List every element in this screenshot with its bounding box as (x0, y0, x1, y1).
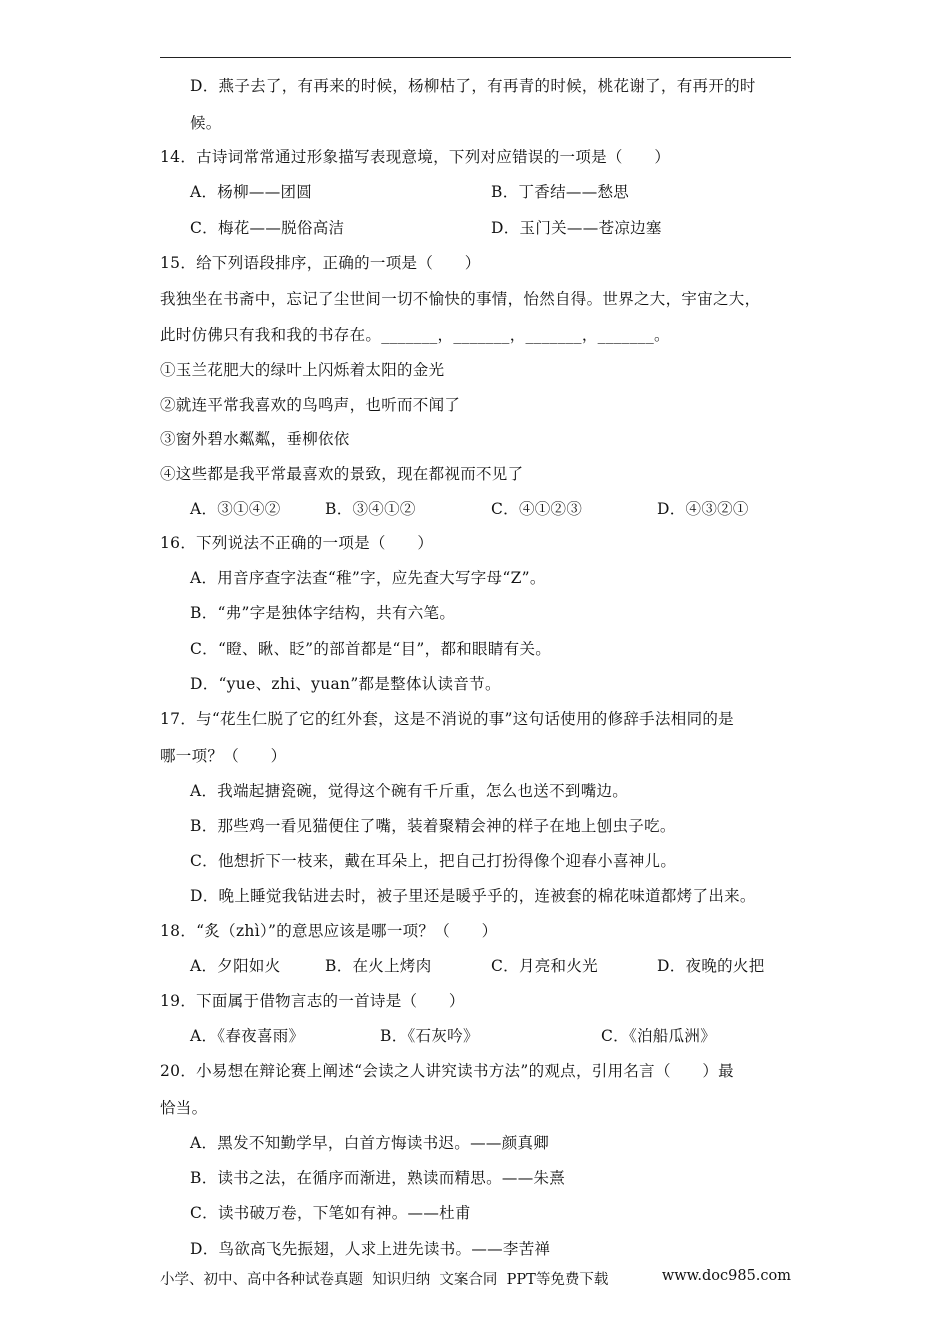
q16-option-a: A．用音序查字法查“稚”字，应先查大写字母“Z”。 (190, 569, 546, 587)
q17-option-c: C．他想折下一枝来，戴在耳朵上，把自己打扮得像个迎春小喜神儿。 (190, 852, 677, 870)
q13-option-d-line1: D．燕子去了，有再来的时候，杨柳枯了，有再青的时候，桃花谢了，有再开的时 (190, 77, 756, 95)
q17-stem-line2: 哪一项？（ ） (160, 747, 287, 765)
q15-sentence-1: ①玉兰花肥大的绿叶上闪烁着太阳的金光 (160, 361, 445, 379)
q15-passage-line1: 我独坐在书斋中，忘记了尘世间一切不愉快的事情，怡然自得。世界之大，宇宙之大， (160, 290, 761, 308)
q18-stem: 18．“炙（zhì）”的意思应该是哪一项？（ ） (160, 922, 498, 940)
header-rule (160, 57, 791, 58)
q15-sentence-3: ③窗外碧水粼粼，垂柳依依 (160, 430, 350, 448)
q14-option-d: D．玉门关——苍凉边塞 (491, 219, 662, 237)
q15-option-d: D．④③②① (657, 500, 749, 518)
q19-option-a: A．《春夜喜雨》 (190, 1027, 305, 1045)
q19-stem: 19．下面属于借物言志的一首诗是（ ） (160, 992, 465, 1010)
q20-stem-line2: 恰当。 (160, 1099, 208, 1117)
q17-option-b: B．那些鸡一看见猫便住了嘴，装着聚精会神的样子在地上刨虫子吃。 (190, 817, 676, 835)
q16-option-b: B．“弗”字是独体字结构，共有六笔。 (190, 604, 456, 622)
q14-option-c: C．梅花——脱俗高洁 (190, 219, 345, 237)
page-footer (160, 1268, 791, 1289)
q15-passage-line2: 此时仿佛只有我和我的书存在。_______，_______，_______，_______。 (160, 326, 670, 344)
q17-stem-line1: 17．与“花生仁脱了它的红外套，这是不消说的事”这句话使用的修辞手法相同的是 (160, 710, 734, 728)
q18-option-b: B．在火上烤肉 (325, 957, 432, 975)
q13-option-d-line2: 候。 (190, 114, 222, 132)
q20-option-d: D．鸟欲高飞先振翅，人求上进先读书。——李苦禅 (190, 1240, 551, 1258)
q14-option-b: B．丁香结——愁思 (491, 183, 630, 201)
q15-option-a: A．③①④② (190, 500, 281, 518)
q19-option-c: C．《泊船瓜洲》 (601, 1027, 717, 1045)
q20-option-a: A．黑发不知勤学早，白首方悔读书迟。——颜真卿 (190, 1134, 550, 1152)
q15-sentence-2: ②就连平常我喜欢的鸟鸣声，也听而不闻了 (160, 396, 461, 414)
q20-option-b: B．读书之法，在循序而渐进，熟读而精思。——朱熹 (190, 1169, 566, 1187)
q16-option-d: D．“yue、zhi、yuan”都是整体认读音节。 (190, 675, 501, 693)
q20-option-c: C．读书破万卷，下笔如有神。——杜甫 (190, 1204, 471, 1222)
q15-stem: 15．给下列语段排序，正确的一项是（ ） (160, 254, 481, 272)
q16-option-c: C．“瞪、瞅、眨”的部首都是“目”，都和眼睛有关。 (190, 640, 552, 658)
q14-stem: 14．古诗词常常通过形象描写表现意境，下列对应错误的一项是（ ） (160, 148, 671, 166)
q15-option-c: C．④①②③ (491, 500, 583, 518)
q18-option-d: D．夜晚的火把 (657, 957, 765, 975)
q18-option-a: A．夕阳如火 (190, 957, 281, 975)
q17-option-a: A．我端起搪瓷碗，觉得这个碗有千斤重，怎么也送不到嘴边。 (190, 782, 629, 800)
q18-option-c: C．月亮和火光 (491, 957, 598, 975)
q17-option-d: D．晚上睡觉我钻进去时，被子里还是暖乎乎的，连被套的棉花味道都烤了出来。 (190, 887, 756, 905)
footer-website-link[interactable]: www.doc985.com (661, 1268, 791, 1284)
q19-option-b: B．《石灰吟》 (380, 1027, 479, 1045)
q20-stem-line1: 20．小易想在辩论赛上阐述“会读之人讲究读书方法”的观点，引用名言（ ）最 (160, 1062, 734, 1080)
q16-stem: 16．下列说法不正确的一项是（ ） (160, 534, 434, 552)
q15-sentence-4: ④这些都是我平常最喜欢的景致，现在都视而不见了 (160, 465, 524, 483)
footer-tagline: 小学、初中、高中各种试卷真题 知识归纳 文案合同 PPT等免费下载 (160, 1272, 609, 1288)
q14-option-a: A．杨柳——团圆 (190, 183, 313, 201)
q15-option-b: B．③④①② (325, 500, 416, 518)
